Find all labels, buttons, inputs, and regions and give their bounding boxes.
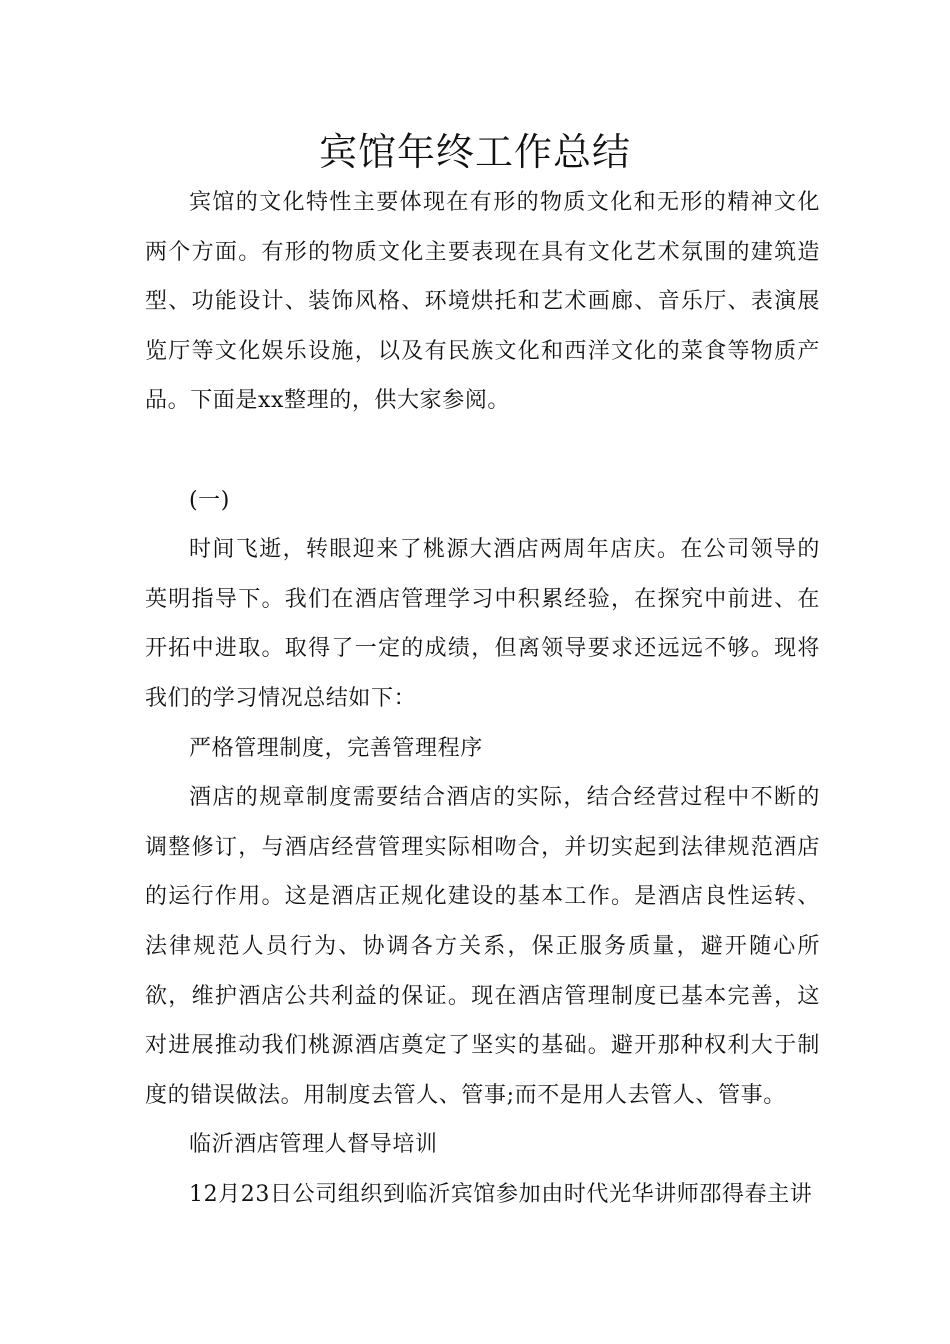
- document-title: 宾馆年终工作总结: [318, 130, 631, 174]
- document-body: [145, 178, 820, 1219]
- body-paragraph: 酒店的规章制度需要结合酒店的实际，结合经营过程中不断的调整修订，与酒店经营管理实际相吻合，并切实起到法律规范酒店的运行作用。这是酒店正规化建设的基本工作。是酒店良性运转、法律规范人员行为、协调各方关系，保正服务质量，避开随心所欲，维护酒店公共利益的保证。现在酒店管理制度已基本完善，这对进展推动我们桃源酒店奠定了坚实的基础。避开那种权利大于制度的错误做法。用制度去管人、管事;而不是用人去管人、管事。: [145, 785, 820, 1108]
- paragraph-spacer: [145, 426, 820, 476]
- section-marker: (一): [189, 487, 230, 513]
- body-paragraph: 12月23日公司组织到临沂宾馆参加由时代光华讲师邵得春主讲: [189, 1181, 813, 1207]
- section-heading: 严格管理制度，完善管理程序: [189, 735, 483, 761]
- intro-paragraph: 宾馆的文化特性主要体现在有形的物质文化和无形的精神文化两个方面。有形的物质文化主要表现在具有文化艺术氛围的建筑造型、功能设计、装饰风格、环境烘托和艺术画廊、音乐厅、表演展览厅等文化娱乐设施，以及有民族文化和西洋文化的菜食等物质产品。下面是xx整理的，供大家参阅。: [145, 190, 820, 414]
- section-heading: 临沂酒店管理人督导培训: [189, 1132, 438, 1158]
- body-paragraph: 时间飞逝，转眼迎来了桃源大酒店两周年店庆。在公司领导的英明指导下。我们在酒店管理学习中积累经验，在探究中前进、在开拓中进取。取得了一定的成绩，但离领导要求还远远不够。现将我们的学习情况总结如下：: [145, 537, 820, 711]
